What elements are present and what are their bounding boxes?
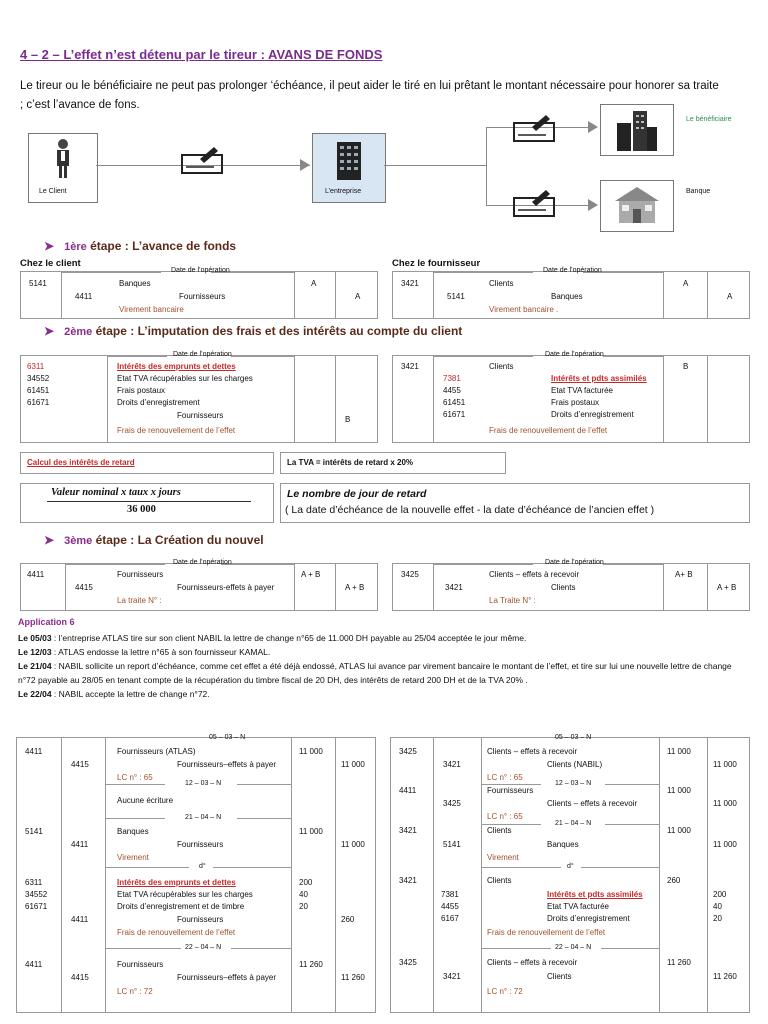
chez-client-label: Chez le client — [20, 258, 81, 269]
page-title: 4 – 2 – L’effet n’est détenu par le tireur : AVANS DE FONDS — [20, 47, 383, 62]
step3-client-table: Date de l’opération 4411 Fournisseurs A + B 4415 Fournisseurs-effets à payer A + B La traite N° : — [20, 563, 378, 611]
beneficiary-label: Le bénéficiaire — [686, 116, 732, 123]
step1-heading: ➤ 1ère étape : L’avance de fonds — [44, 239, 237, 253]
application-title: Application 6 — [18, 617, 75, 627]
cheque-icon — [512, 188, 558, 218]
enterprise-box — [312, 133, 386, 203]
step3-heading: ➤ 3ème étape : La Création du nouvel — [44, 533, 264, 547]
bullet-icon: ➤ — [44, 533, 55, 547]
days-box: Le nombre de jour de retard ( La date d’échéance de la nouvelle effet - la date d’échéance de l’ancien effet ) — [280, 483, 750, 523]
enterprise-label: L’entreprise — [325, 188, 362, 195]
arrow-head-icon — [300, 159, 312, 171]
app-line: Le 22/04 : NABIL accepte la lettre de change n°72. — [18, 689, 210, 699]
journal-right: 05 – 03 – N 3425 Clients – effets à recevoir 11 000 3421 Clients (NABIL) 11 000 LC n° : 65 12 – 03 – N 4411 Fournisseurs 11 000 3425 Clients – effets à recevoir 11 000 LC n° : 65 21 – 04 – N 3421 Clients 11 000 5141 Banques 11 000 Virement d° 3421 Clients 260 7381 4455 6167 Intérêts et pdts assimilés Etat TVA facturée Droits d’enregistrement 200 40 20 Frais de renouvellement de l’effet 22 – 04 – N 3425 Clients – effets à recevoir 11 260 3421 Clients 11 260 LC n° : 72 — [390, 737, 750, 1013]
step2-fournisseur-table: Date de l’opération 3421 Clients B 7381 4455 61451 61671 Intérêts et pdts assimilés Etat TVA facturée Frais postaux Droits d’enregistrement Frais de renouvellement de l’effet — [392, 355, 750, 443]
person-icon — [51, 138, 75, 180]
step3-fournisseur-table: Date de l’opération 3425 Clients – effets à recevoir A+ B 3421 Clients A + B La Traite N° : — [392, 563, 750, 611]
chez-fournisseur-label: Chez le fournisseur — [392, 258, 481, 269]
beneficiary-box — [600, 104, 674, 156]
bank-box — [600, 180, 674, 232]
arrow-head-icon — [588, 199, 600, 211]
branch-line — [384, 165, 486, 166]
step1-fournisseur-table: Date de l’opération 3421 Clients A 5141 Banques A Virement bancaire . — [392, 271, 750, 319]
building-icon — [335, 140, 363, 180]
journal-left: 05 – 03 – N 4411 Fournisseurs (ATLAS) 11 000 4415 Fournisseurs–effets à payer 11 000 LC n° : 65 12 – 03 – N Aucune écriture 21 – 04 – N 5141 Banques 11 000 4411 Fournisseurs 11 000 Virement d° 6311 34552 61671 Intérêts des emprunts et dettes Etat TVA récupérables sur les charges Droits d’enregistrement et de timbre 200 40 20 4411 Fournisseurs 260 Frais de renouvellement de l’effet 22 – 04 – N 4411 Fournisseurs 11 260 4415 Fournisseurs–effets à payer 11 260 LC n° : 72 — [16, 737, 376, 1013]
application-text — [18, 631, 748, 701]
arrow-head-icon — [588, 121, 600, 133]
tva-box: La TVA = intérêts de retard x 20% — [280, 452, 506, 474]
calc-label-box: Calcul des intérêts de retard — [20, 452, 274, 474]
step1-client-table: Date de l’opération 5141 Banques A 4411 Fournisseurs A Virement bancaire — [20, 271, 378, 319]
bank-house-icon — [613, 185, 661, 227]
formula-box: Valeur nominal x taux x jours 36 000 — [20, 483, 274, 523]
client-label: Le Client — [39, 188, 67, 195]
branch-vertical — [486, 127, 487, 205]
step2-client-table: Date de l’opération 6311 34552 61451 61671 Intérêts des emprunts et dettes Etat TVA récupérables sur les charges Frais postaux Droits d’enregistrement Fournisseurs B Frais de renouvellement de l’effet — [20, 355, 378, 443]
buildings-icon — [615, 109, 659, 151]
bullet-icon: ➤ — [44, 324, 55, 338]
step2-heading: ➤ 2ème étape : L’imputation des frais et des intérêts au compte du client — [44, 324, 463, 338]
app-line: Le 05/03 : l’entreprise ATLAS tire sur son client NABIL la lettre de change n°65 de 11.000 DH payable au 25/04 acceptée le jour même. — [18, 633, 527, 643]
app-line: Le 12/03 : ATLAS endosse la lettre n°65 à son fournisseur KAMAL. — [18, 647, 271, 657]
app-line: Le 21/04 : NABIL sollicite un report d’échéance, comme cet effet a été déjà endossé, ATLAS lui avance par virement bancaire le montant de l’effet, et tire sur lui une nouvelle lettre de change n°72 payable au 28/05 en tenant compte de la récupération du timbre fiscal de 20 DH, des intérêts de retard 200 DH et de la TVA 20% . — [18, 661, 732, 685]
cheque-icon — [180, 145, 226, 175]
bank-label: Banque — [686, 188, 711, 195]
intro-text: Le tireur ou le bénéficiaire ne peut pas prolonger ‘échéance, il peut aider le tiré en lui prêtant le montant nécessaire pour honorer sa traite ; c’est l’avance de fons. — [20, 80, 719, 111]
client-box — [28, 133, 98, 203]
cheque-icon — [512, 113, 558, 143]
bullet-icon: ➤ — [44, 239, 55, 253]
